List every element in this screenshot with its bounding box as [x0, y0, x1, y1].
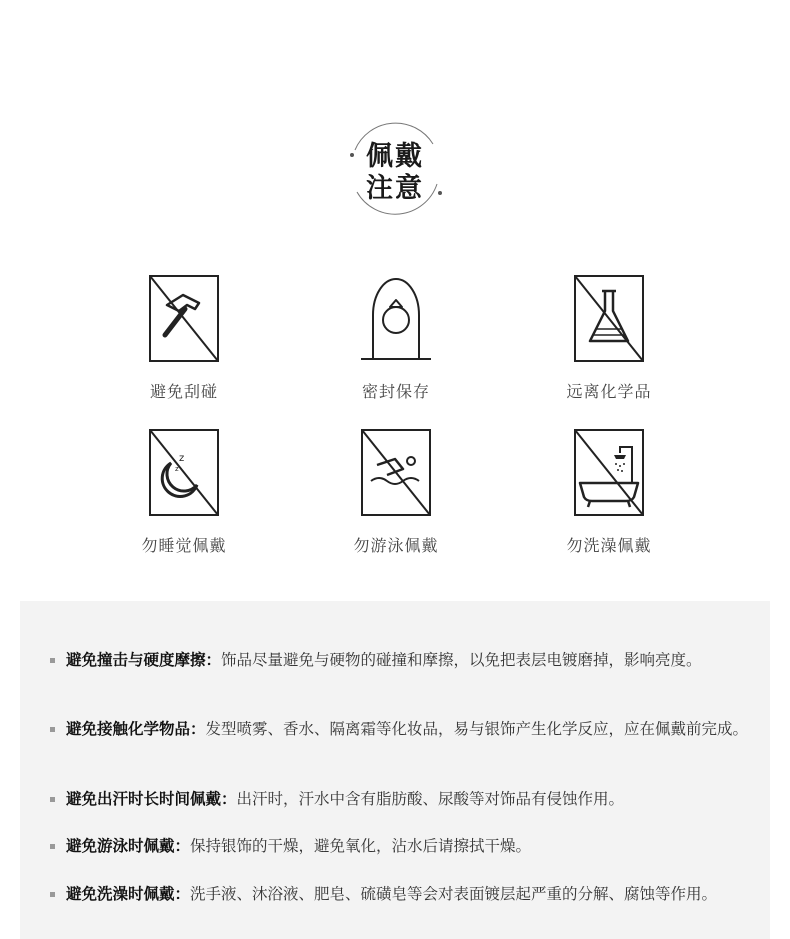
sealed-ring-icon [361, 275, 431, 362]
tip-item [50, 718, 750, 741]
tip-item [50, 835, 750, 858]
tip-text: 饰品尽量避免与硬物的碰撞和摩擦，以免把表层电镀磨掉，影响亮度。 [221, 651, 702, 669]
icon-cell-bath [519, 429, 699, 569]
icon-cell-sleep [94, 429, 274, 569]
bullet-icon [50, 727, 55, 732]
icon-label: 勿睡觉佩戴 [141, 536, 227, 555]
tip-text: 发型喷雾、香水、隔离霜等化妆品，易与银饰产生化学反应，应在佩戴前完成。 [205, 720, 749, 738]
flask-icon [574, 275, 644, 362]
header-emblem [347, 122, 443, 218]
tip-item [50, 788, 750, 811]
tips-panel [20, 601, 770, 939]
page-title-line1: 佩戴 [366, 141, 424, 172]
icon-cell-sealed [306, 275, 486, 415]
tip-heading: 避免撞击与硬度摩擦： [66, 651, 222, 669]
tip-text: 保持银饰的干燥，避免氧化，沾水后请擦拭干燥。 [190, 837, 532, 855]
icon-label: 勿洗澡佩戴 [566, 536, 652, 555]
icon-label: 密封保存 [361, 382, 430, 401]
icon-label: 避免刮碰 [149, 382, 218, 401]
hammer-icon [149, 275, 219, 362]
tip-heading: 避免接触化学物品： [66, 720, 206, 738]
sleep-moon-icon [149, 429, 219, 516]
svg-text:z: z [175, 465, 179, 473]
tip-text: 出汗时，汗水中含有脂肪酸、尿酸等对饰品有侵蚀作用。 [236, 790, 625, 808]
icon-cell-chemical [519, 275, 699, 415]
icon-label: 勿游泳佩戴 [353, 536, 439, 555]
tip-item [50, 883, 750, 906]
bathtub-shower-icon [574, 429, 644, 516]
swimmer-icon [361, 429, 431, 516]
page-title-line2: 注意 [366, 173, 424, 204]
bullet-icon [50, 844, 55, 849]
tip-text: 洗手液、沐浴液、肥皂、硫磺皂等会对表面镀层起严重的分解、腐蚀等作用。 [190, 885, 718, 903]
svg-text:z: z [179, 453, 185, 464]
bullet-icon [50, 797, 55, 802]
tip-item [50, 649, 750, 672]
icon-label: 远离化学品 [566, 382, 652, 401]
tip-heading: 避免出汗时长时间佩戴： [66, 790, 237, 808]
icon-cell-scratch [94, 275, 274, 415]
icon-cell-swim [306, 429, 486, 569]
bullet-icon [50, 658, 55, 663]
tip-heading: 避免游泳时佩戴： [66, 837, 191, 855]
tip-heading: 避免洗澡时佩戴： [66, 885, 191, 903]
bullet-icon [50, 892, 55, 897]
